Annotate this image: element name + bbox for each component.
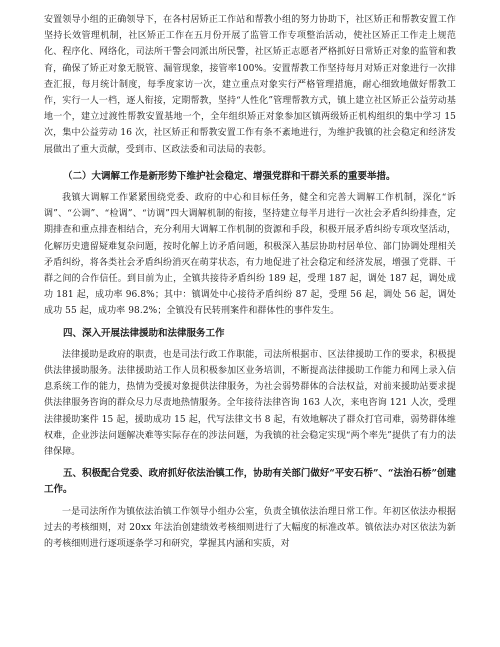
paragraph-rule-of-law: 一是司法所作为镇依法治镇工作领导小组办公室，负责全镇依法治理日常工作。年初区依法办根据过去的考核细则，对 20xx 年法治创建绩效考核细则进行了大幅度的标准改革。镇依法办对区依法为新的考核细则进行逐项逐条学习和研究，掌握其内涵和实质，对: [44, 506, 456, 550]
paragraph-legal-aid: 法律援助是政府的职责，也是司法行政工作职能，司法所根据市、区法律援助工作的要求，积极提供法律援助服务。法律援助站工作人员积极参加区业务培训，不断提高法律援助工作能力和网上录入信息系统工作的能力，热情为受援对象提供法律服务，为社会弱势群体的合法权益，对前来援助站要求提供法律服务咨询的群众尽力尽责地热情服务。全年接待法律咨询 163 人次，来电咨询 121 人次，受理法律援助案件 15 起，援助成功 15 起，代写法律文书 8 起，有效地解决了群众打官司难，弱势群体维权难，企业涉法问题解决难等实际存在的涉法问题，为我镇的社会稳定实现“两个率先”提供了有力的法律保障。: [44, 349, 456, 458]
heading-legal-aid: 四、深入开展法律援助和法律服务工作: [63, 327, 225, 339]
paragraph-mediation: 我镇大调解工作紧紧围绕党委、政府的中心和目标任务，健全和完善大调解工作机制，深化“诉调”、“公调”、“检调”、“访调”四大调解机制的衔接，坚持建立每半月进行一次社会矛盾纠纷排查，定期排查和重点排查相结合，充分利用大调解工作机制的资源和手段，积极开展矛盾纠纷专项攻坚活动，化解历史遗留疑难复杂问题，按时化解上访矛盾问题，积极深入基层协助村居单位、部门协调处理相关矛盾纠纷，将各类社会矛盾纠纷消灭在萌芽状态，有力地促进了社会稳定和经济发展，增强了党群、干群之间的合作信任。到目前为止，全镇共接待矛盾纠纷 189 起，受理 187 起，调处 187 起，调处成功 181 起，成功率 96.8%；其中：镇调处中心接待矛盾纠纷 87 起，受理 56 起，调处 56 起，调处成功 55 起，成功率 98.2%；全镇没有民转刑案件和群体性的事件发生。: [44, 193, 456, 317]
paragraph-community-correction: 安置领导小组的正确领导下，在各村居矫正工作站和帮教小组的努力协助下，社区矫正和帮教安置工作坚持长效管理机制，社区矫正工作在五月份开展了监管工作专项整治活动，使社区矫正工作走上规范化、程序化、网络化，司法所干警会同派出所民警，社区矫正志愿者严格抓好日常矫正对象的监管和教育，确保了矫正对象无脱管、漏管现象，接管率100%。安置帮教工作坚持每月对矫正对象进行一次排查汇报，每月统计制度，每季度家访一次，建立重点对象实行严格管理措施，耐心细致地做好帮教工作，实行一人一档，逐人衔接，定期帮教，坚持“人性化”管理帮教方式，镇上建立社区矫正公益劳动基地一个，建立过渡性帮教安置基地一个，全年组织矫正对象参加区镇两级矫正机构组织的集中学习 15 次，集中公益劳动 16 次，社区矫正和帮教安置工作有条不紊地进行，为维护我镇的社会稳定和经济发展做出了重大贡献，受到市、区政法委和司法局的表彰。: [44, 15, 456, 155]
heading-mediation: （二）大调解工作是新形势下维护社会稳定、增强党群和干群关系的重要举措。: [63, 170, 396, 182]
heading-rule-of-law: 五、积极配合党委、政府抓好依法治镇工作，协助有关部门做好“平安石桥”、“法治石桥”创建工作。: [44, 468, 456, 496]
